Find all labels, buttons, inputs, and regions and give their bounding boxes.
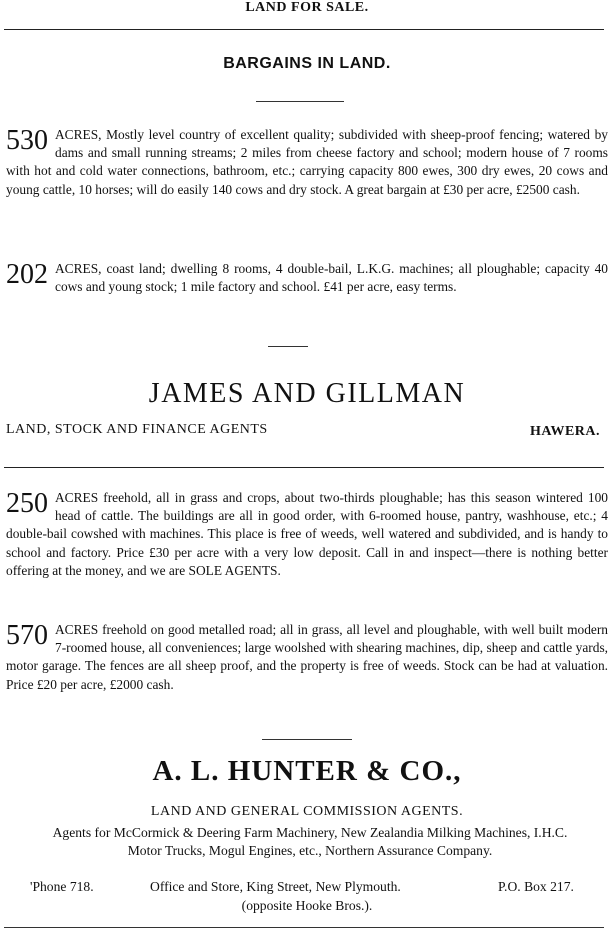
firm-name-james-gillman: JAMES AND GILLMAN bbox=[148, 378, 466, 409]
opposite-note: (opposite Hooke Bros.). bbox=[241, 898, 373, 913]
listing-number: 250 bbox=[6, 488, 48, 519]
listing-text: ACRES, Mostly level country of excellent quality; subdivided with sheep-proof fencing; watered by dams and small running streams; 2 miles from cheese factory and school; modern house of 7 rooms with hot and cold water connections, bathroom, etc.; carrying capacity 800 ewes, 300 dry ewes, 20 cows and young cattle, 10 horses; will do easily 140 cows and dry stock. A great bargain at £30 per acre, £2500 cash. bbox=[6, 127, 608, 197]
listing-530 bbox=[6, 126, 608, 199]
divider bbox=[256, 101, 344, 102]
listing-570 bbox=[6, 621, 608, 694]
firm-description: LAND, STOCK AND FINANCE AGENTS bbox=[6, 422, 268, 437]
section-rule bbox=[4, 467, 604, 468]
po-box: P.O. Box 217. bbox=[498, 879, 574, 894]
divider bbox=[262, 739, 352, 740]
listing-250 bbox=[6, 489, 608, 580]
firm-name-hunter: A. L. HUNTER & CO., bbox=[152, 755, 462, 787]
listing-number: 202 bbox=[6, 259, 48, 290]
agents-text: Agents for McCormick & Deering Farm Machinery, New Zealandia Milking Machines, I.H.C. Motor Trucks, Mogul Engines, etc., Northern Assurance Company. bbox=[52, 825, 568, 858]
office-address: Office and Store, King Street, New Plymouth. bbox=[150, 879, 401, 894]
listing-text: ACRES freehold, all in grass and crops, about two-thirds ploughable; has this season wintered 100 head of cattle. The buildings are all in good order, with 6-roomed house, pantry, washhouse, etc.; 4 double-bail cowshed with machines. This place is free of weeds, well watered and subdivided, and is handy to school and factory. Price £30 per acre with a very low deposit. Call in and inspect—there is nothing better offering at the money, and we are SOLE AGENTS. bbox=[6, 490, 608, 578]
listing-number: 570 bbox=[6, 620, 48, 651]
firm-description: LAND AND GENERAL COMMISSION AGENTS. bbox=[150, 804, 464, 819]
divider bbox=[268, 346, 308, 347]
phone-number: 'Phone 718. bbox=[30, 879, 94, 894]
listing-202 bbox=[6, 260, 608, 296]
page-header: LAND FOR SALE. bbox=[245, 0, 369, 15]
listing-text: ACRES, coast land; dwelling 8 rooms, 4 double-bail, L.K.G. machines; all ploughable; capacity 40 cows and young stock; 1 mile factory and school. £41 per acre, easy terms. bbox=[55, 261, 608, 295]
firm-town: HAWERA. bbox=[530, 424, 601, 439]
section-heading: BARGAINS IN LAND. bbox=[223, 55, 391, 72]
listing-text: ACRES freehold on good metalled road; all in grass, all level and ploughable, with well built modern 7-roomed house, all conveniences; large woolshed with shearing machines, dip, sheep and cattle yards, motor garage. The fences are all sheep proof, and the property is free of weeds. Stock can be had at valuation. Price £20 per acre, £2000 cash. bbox=[6, 622, 608, 692]
header-rule bbox=[4, 29, 604, 30]
footer-rule bbox=[4, 927, 604, 928]
listing-number: 530 bbox=[6, 125, 48, 156]
